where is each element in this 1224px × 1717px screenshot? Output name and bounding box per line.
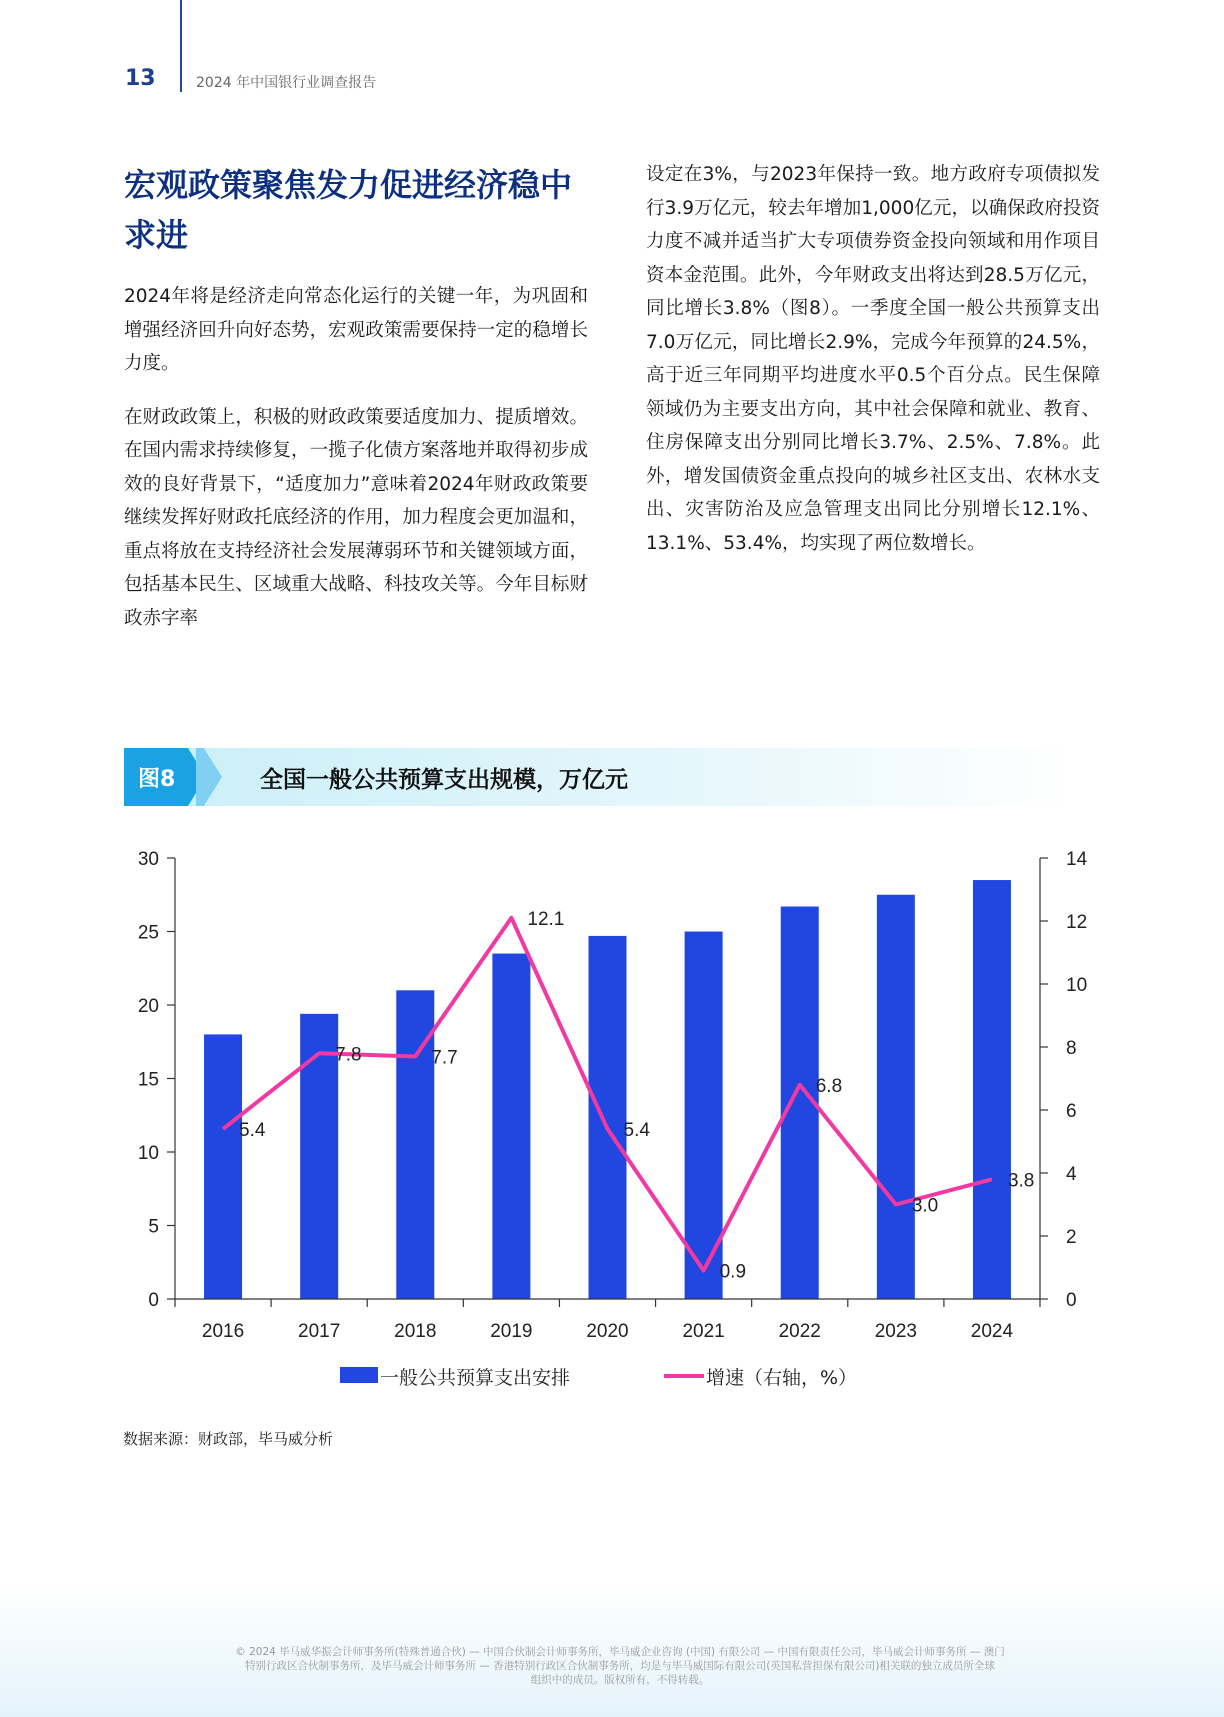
legend-bar-label: 一般公共预算支出安排 (380, 1367, 571, 1389)
legend-bar-swatch (340, 1367, 378, 1383)
left-tick-label: 30 (137, 849, 159, 870)
growth-label-2016: 5.4 (239, 1119, 266, 1141)
x-tick-label: 2018 (394, 1321, 437, 1342)
left-tick-label: 10 (137, 1143, 159, 1164)
data-labels (239, 909, 1034, 1283)
left-tick-label: 0 (148, 1290, 159, 1311)
chart-legend (340, 1367, 857, 1389)
footer-copyright (185, 1645, 1055, 1687)
growth-label-2023: 3.0 (911, 1195, 939, 1217)
bar-series (204, 880, 1011, 1299)
right-tick-label: 6 (1066, 1101, 1077, 1122)
left-tick-label: 20 (137, 996, 159, 1017)
x-tick-label: 2017 (298, 1321, 341, 1342)
growth-label-2018: 7.7 (431, 1047, 458, 1069)
bar-2023 (877, 895, 915, 1299)
left-tick-label: 25 (137, 922, 159, 944)
right-tick-label: 2 (1066, 1227, 1077, 1248)
left-tick-label: 15 (137, 1069, 159, 1091)
x-tick-label: 2020 (586, 1321, 629, 1342)
x-tick-label: 2023 (874, 1321, 917, 1342)
growth-label-2021: 0.9 (719, 1261, 747, 1283)
left-tick-label: 5 (148, 1216, 159, 1238)
growth-label-2019: 12.1 (527, 908, 565, 930)
growth-label-2017: 7.8 (335, 1044, 362, 1066)
figure-title: 全国一般公共预算支出规模，万亿元 (260, 767, 628, 793)
right-tick-label: 14 (1066, 849, 1088, 870)
footer-line: © 2024 毕马威华振会计师事务所(特殊普通合伙) — 中国合伙制会计师事务所，毕马威企业咨询 (中国) 有限公司 — 中国有限责任公司，毕马威会计师事务所 — 澳门 (235, 1646, 1005, 1658)
growth-label-2020: 5.4 (623, 1119, 650, 1141)
footer-line: 特别行政区合伙制事务所，及毕马威会计师事务所 — 香港特别行政区合伙制事务所，均是与毕马威国际有限公司(英国私营担保有限公司)相关联的独立成员所全球 (245, 1660, 995, 1672)
paragraph-intro: 2024年将是经济走向常态化运行的关键一年，为巩固和增强经济回升向好态势，宏观政策需要保持一定的稳增长力度。 (124, 286, 588, 374)
right-tick-label: 12 (1066, 912, 1088, 933)
report-title: 2024 年中国银行业调查报告 (196, 75, 377, 91)
right-tick-label: 10 (1066, 975, 1088, 996)
x-tick-label: 2021 (682, 1321, 725, 1342)
growth-label-2022: 6.8 (815, 1075, 843, 1097)
right-tick-label: 0 (1066, 1290, 1077, 1311)
bar-2019 (492, 954, 530, 1299)
data-source: 数据来源：财政部，毕马威分析 (123, 1430, 334, 1448)
right-tick-label: 4 (1066, 1164, 1077, 1185)
bar-2020 (589, 936, 627, 1299)
paragraph-fiscal-spending: 设定在3%，与2023年保持一致。地方政府专项债拟发行3.9万亿元，较去年增加1,000亿元，以确保政府投资力度不减并适当扩大专项债券资金投向领域和用作项目资本金范围。此外，今年财政支出将达到28.5万亿元，同比增长3.8%（图8）。一季度全国一般公共预算支出7.0万亿元，同比增长2.9%，完成今年预算的24.5%，高于近三年同期平均进度水平0.5个百分点。民生保障领域仍为主要支出方向，其中社会保障和就业、教育、住房保障支出分别同比增长3.7%、2.5%、7.8%。此外，增发国债资金重点投向的城乡社区支出、农林水支出、灾害防治及应急管理支出同比分别增长12.1%、13.1%、53.4%，均实现了两位数增长。 (646, 164, 1100, 554)
page-number: 13 (125, 66, 156, 91)
legend-line-label: 增速（右轴，%） (706, 1367, 858, 1389)
right-tick-label: 8 (1066, 1038, 1077, 1059)
x-tick-label: 2022 (778, 1321, 821, 1342)
x-tick-label: 2016 (201, 1321, 245, 1342)
bar-2024 (973, 880, 1011, 1299)
x-tick-label: 2024 (970, 1321, 1014, 1342)
bar-2016 (204, 1034, 242, 1299)
growth-label-2024: 3.8 (1007, 1170, 1035, 1192)
bar-2017 (300, 1014, 338, 1299)
footer-line: 组织中的成员。版权所有，不得转载。 (530, 1674, 710, 1686)
section-title: 宏观政策聚焦发力促进经济稳中求进 (124, 166, 573, 254)
x-tick-label: 2019 (490, 1321, 533, 1342)
paragraph-fiscal-policy: 在财政政策上，积极的财政政策要适度加力、提质增效。在国内需求持续修复，一揽子化债方案落地并取得初步成效的良好背景下，“适度加力”意味着2024年财政政策要继续发挥好财政托底经济的作用，加力程度会更加温和，重点将放在支持经济社会发展薄弱环节和关键领域方面，包括基本民生、区域重大战略、科技攻关等。今年目标财政赤字率 (124, 406, 588, 629)
figure-number: 图8 (138, 767, 176, 792)
